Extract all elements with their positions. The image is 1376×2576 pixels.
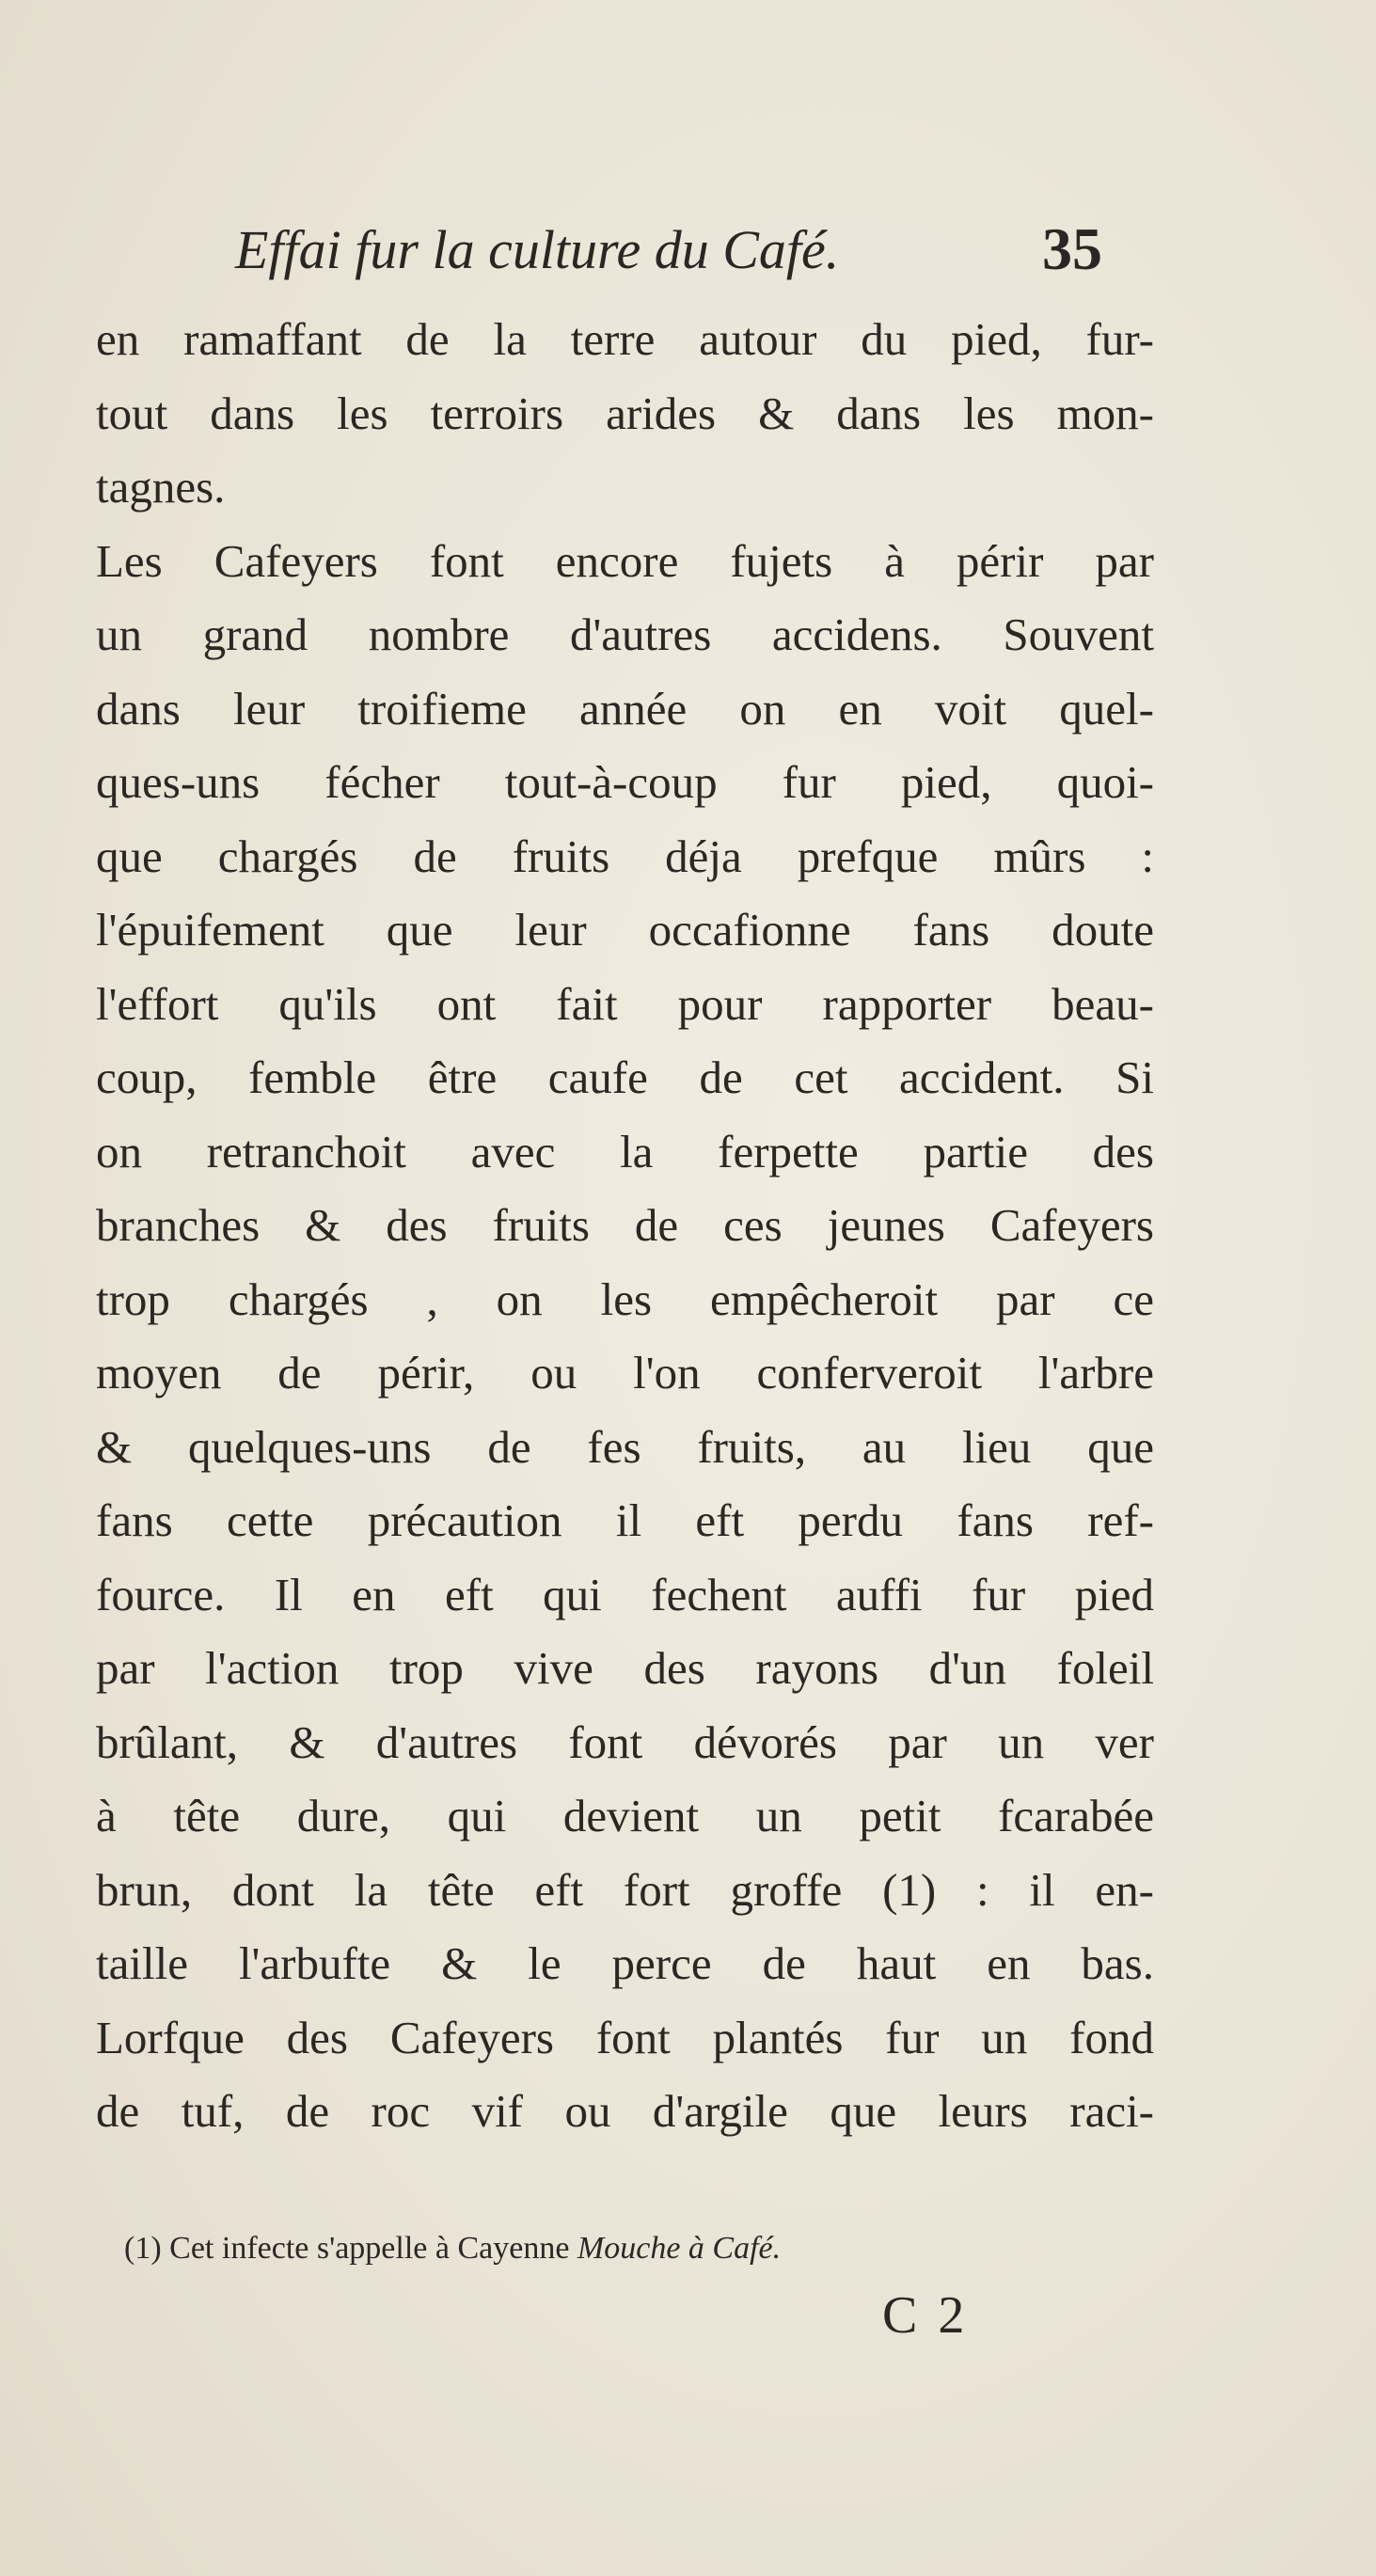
text-line: Lorfque des Cafeyers font plantés fur un fond bbox=[96, 2011, 1154, 2063]
text-line: en ramaffant de la terre autour du pied, fur- bbox=[96, 313, 1154, 365]
text-line: on retranchoit avec la ferpette partie des bbox=[96, 1125, 1154, 1177]
text-line: brun, dont la tête eft fort groffe (1) : il en- bbox=[96, 1863, 1154, 1916]
text-line: l'épuifement que leur occafionne fans doute bbox=[96, 904, 1154, 956]
text-line: dans leur troifieme année on en voit quel- bbox=[96, 682, 1154, 735]
page-header bbox=[0, 207, 1376, 292]
text-line: coup, femble être caufe de cet accident. Si bbox=[96, 1051, 1154, 1103]
footnote-text: Cet infecte s'appelle à Cayenne bbox=[169, 2231, 570, 2266]
text-line: que chargés de fruits déja prefque mûrs : bbox=[96, 830, 1154, 882]
signature-mark: C 2 bbox=[882, 2286, 969, 2345]
footnote-italic-text: Mouche à Café. bbox=[577, 2231, 782, 2266]
text-line: fans cette précaution il eft perdu fans ref- bbox=[96, 1494, 1154, 1546]
text-line: par l'action trop vive des rayons d'un foleil bbox=[96, 1642, 1154, 1694]
text-line: ques-uns fécher tout-à-coup fur pied, quoi- bbox=[96, 756, 1154, 808]
text-line: Les Cafeyers font encore fujets à périr par bbox=[96, 534, 1154, 587]
text-line: un grand nombre d'autres accidens. Souvent bbox=[96, 608, 1154, 660]
text-line: trop chargés , on les empêcheroit par ce bbox=[96, 1272, 1154, 1325]
text-line: fource. Il en eft qui fechent auffi fur pied bbox=[96, 1568, 1154, 1620]
body-text bbox=[96, 303, 1154, 2149]
text-line: de tuf, de roc vif ou d'argile que leurs raci- bbox=[96, 2085, 1154, 2137]
text-line: taille l'arbufte & le perce de haut en bas. bbox=[96, 1937, 1154, 1989]
text-line: branches & des fruits de ces jeunes Cafeyers bbox=[96, 1199, 1154, 1251]
text-line: à tête dure, qui devient un petit fcarabée bbox=[96, 1790, 1154, 1841]
running-title: Effai fur la culture du Café. bbox=[235, 219, 840, 280]
text-line: tagnes. bbox=[96, 461, 226, 513]
text-line: l'effort qu'ils ont fait pour rapporter beau- bbox=[96, 977, 1154, 1030]
footnote bbox=[124, 2231, 1065, 2267]
text-line: & quelques-uns de fes fruits, au lieu que bbox=[96, 1420, 1154, 1473]
page-number: 35 bbox=[1042, 215, 1102, 282]
text-line: tout dans les terroirs arides & dans les mon- bbox=[96, 387, 1154, 439]
text-line: brûlant, & d'autres font dévorés par un ver bbox=[96, 1715, 1154, 1768]
text-line: moyen de périr, ou l'on conferveroit l'arbre bbox=[96, 1347, 1154, 1399]
footnote-marker: (1) bbox=[124, 2231, 162, 2266]
